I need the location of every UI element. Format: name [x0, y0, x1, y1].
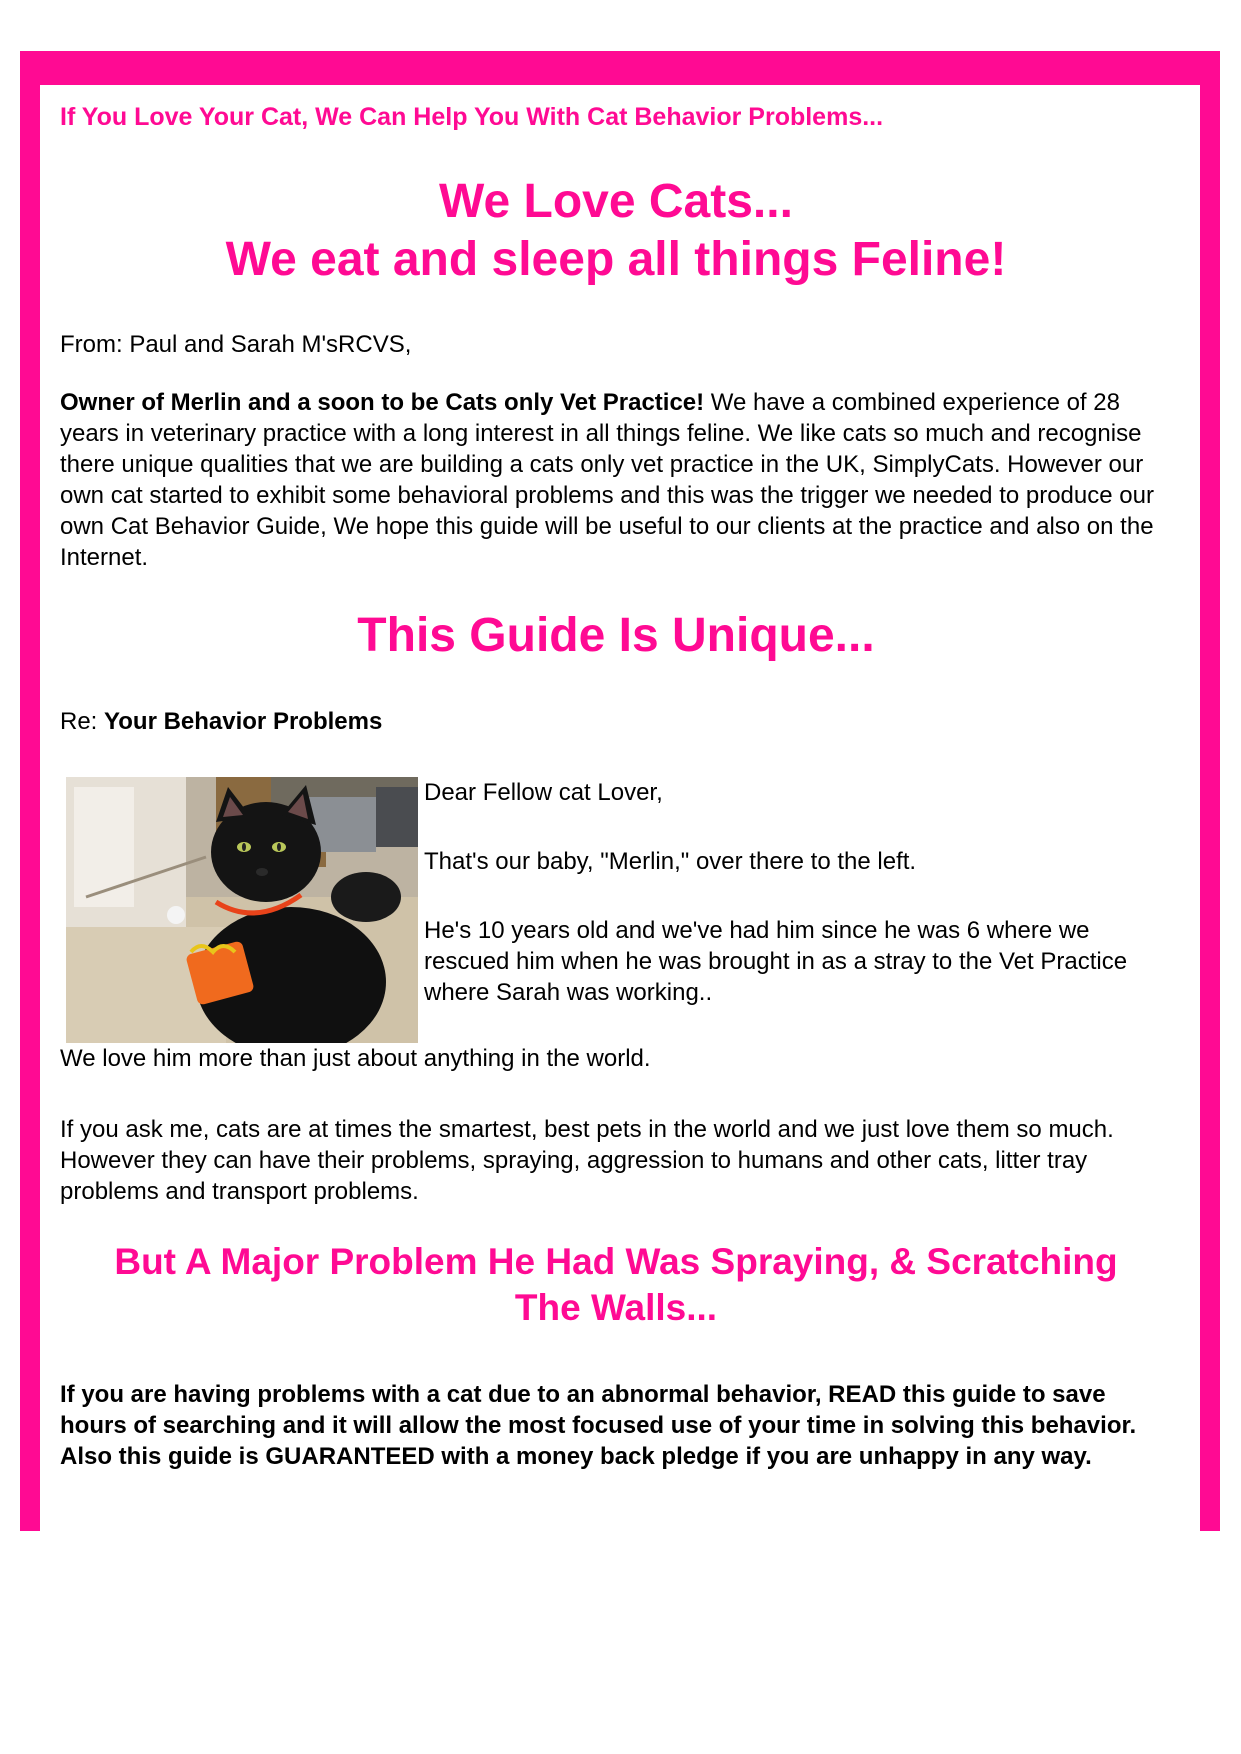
merlin-cat-photo [66, 777, 418, 1043]
hero-line-1: We Love Cats... [439, 175, 793, 228]
hero-line-2: We eat and sleep all things Feline! [225, 233, 1007, 286]
letter-paragraph-rescue: He's 10 years old and we've had him since he was 6 where we rescued him when he was brought in as a stray to the Vet Practice where Sarah was working.. [424, 917, 1128, 1006]
tagline: If You Love Your Cat, We Can Help You With Cat Behavior Problems... [60, 103, 884, 131]
intro-body: We have a combined experience of 28 years in veterinary practice with a long interest in all things feline. We like cats so much and recognise there unique qualities that we are building a cats only vet practice in the UK, SimplyCats. However our own cat started to exhibit some behavioral problems and this was the trigger we needed to produce our own Cat Behavior Guide, We hope this guide will be useful to our clients at the practice and also on the Internet. [60, 389, 1154, 571]
re-subject: Your Behavior Problems [104, 708, 383, 735]
intro-paragraph [60, 387, 1172, 573]
from-line: From: Paul and Sarah M'sRCVS, [60, 331, 412, 358]
letter-paragraph-problems: If you ask me, cats are at times the smartest, best pets in the world and we just love them so much. However they can have their problems, spraying, aggression to humans and other cats, litter tray problems and transport problems. [60, 1116, 1114, 1205]
unique-heading: This Guide Is Unique... [357, 609, 875, 662]
letter-paragraph-love: We love him more than just about anything in the world. [60, 1045, 651, 1072]
closing-pitch: If you are having problems with a cat due to an abnormal behavior, READ this guide to save hours of searching and it will allow the most focused use of your time in solving this behavior. Also this guide is GUARANTEED with a money back pledge if you are unhappy in any way. [60, 1381, 1137, 1470]
major-heading-line-2: The Walls... [514, 1287, 718, 1328]
re-prefix: Re: [60, 708, 105, 735]
letter-greeting: Dear Fellow cat Lover, [424, 779, 663, 806]
intro-bold-lead: Owner of Merlin and a soon to be Cats only Vet Practice! [60, 389, 705, 416]
re-line [60, 708, 382, 736]
letter-paragraph-merlin: That's our baby, "Merlin," over there to the left. [424, 848, 917, 875]
major-heading-line-1: But A Major Problem He Had Was Spraying, & Scratching [114, 1241, 1118, 1282]
hero-headline [60, 173, 1172, 289]
major-problem-heading [60, 1239, 1172, 1331]
